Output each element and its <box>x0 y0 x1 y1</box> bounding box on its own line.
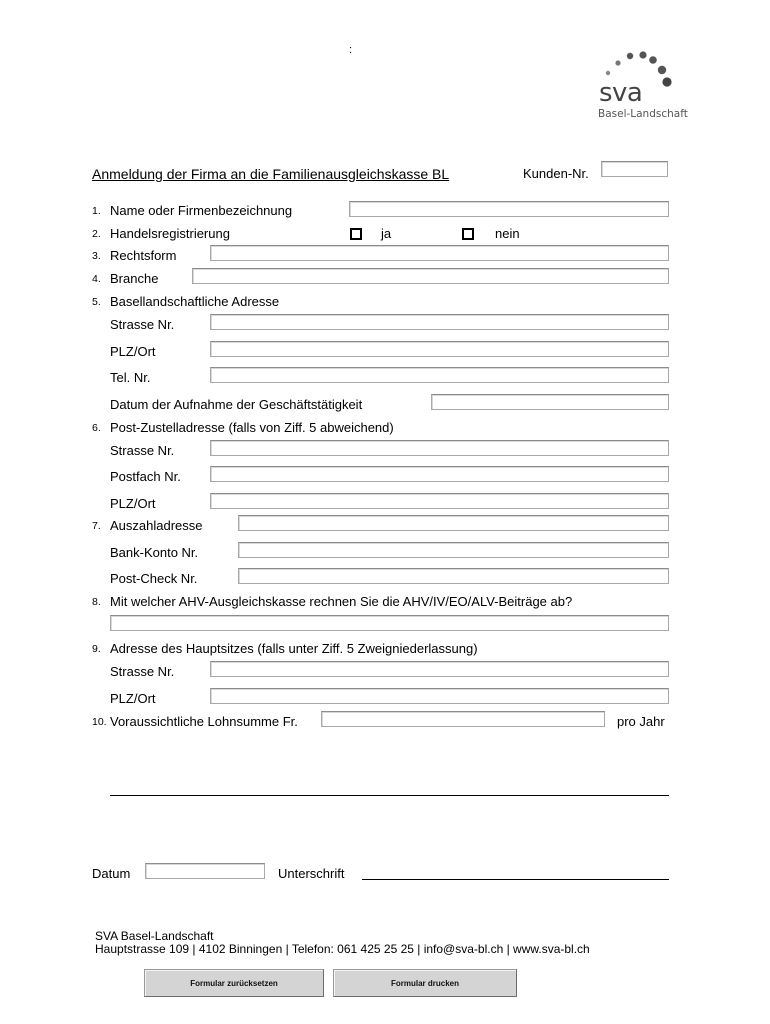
postal-street-input[interactable] <box>210 440 669 456</box>
sub-label: Strasse Nr. <box>110 664 175 679</box>
sub-label: Postfach Nr. <box>110 469 181 484</box>
item-label: Auszahladresse <box>110 518 203 533</box>
compensation-fund-input[interactable] <box>110 615 669 631</box>
item-number: 4. <box>92 273 101 285</box>
item-label: Post-Zustelladresse (falls von Ziff. 5 abweichend) <box>110 420 394 435</box>
customer-no-input[interactable] <box>601 161 668 177</box>
registration-yes-checkbox[interactable] <box>350 228 362 240</box>
item-label: Name oder Firmenbezeichnung <box>110 203 293 218</box>
logo-name: sva <box>599 78 643 108</box>
sub-label: PLZ/Ort <box>110 691 156 706</box>
item-number: 3. <box>92 250 101 262</box>
bank-account-input[interactable] <box>238 542 669 558</box>
form-title: Anmeldung der Firma an die Familienausgleichskasse BL <box>92 166 450 182</box>
sub-label: Datum der Aufnahme der Geschäftstätigkeit <box>110 397 363 412</box>
date-label: Datum <box>92 866 131 881</box>
item-number: 8. <box>92 596 101 608</box>
date-input[interactable] <box>145 863 265 879</box>
item-number: 2. <box>92 228 101 240</box>
sub-label: Strasse Nr. <box>110 443 175 458</box>
item-label: Basellandschaftliche Adresse <box>110 294 280 309</box>
item-label: Branche <box>110 271 159 286</box>
sub-label: Bank-Konto Nr. <box>110 545 199 560</box>
business-start-date-input[interactable] <box>431 394 669 410</box>
item-label: Adresse des Hauptsitzes (falls unter Ziff. 5 Zweigniederlassung) <box>110 641 478 656</box>
item-label: Rechtsform <box>110 248 177 263</box>
hq-street-input[interactable] <box>210 661 669 677</box>
sva-logo <box>592 48 688 123</box>
post-check-input[interactable] <box>238 568 669 584</box>
registration-no-checkbox[interactable] <box>462 228 474 240</box>
hq-zip-city-input[interactable] <box>210 688 669 704</box>
postbox-input[interactable] <box>210 466 669 482</box>
postal-zip-city-input[interactable] <box>210 493 669 509</box>
company-name-input[interactable] <box>349 201 669 217</box>
bl-street-input[interactable] <box>210 314 669 330</box>
per-year-label: pro Jahr <box>617 714 665 729</box>
stray-mark: : <box>349 44 353 56</box>
footer-address: Hauptstrasse 109 | 4102 Binningen | Telefon: 061 425 25 25 | info@sva-bl.ch | www.sva-bl.ch <box>95 942 590 956</box>
sub-label: Post-Check Nr. <box>110 571 198 586</box>
logo-subtitle: Basel-Landschaft <box>598 108 688 120</box>
payout-address-input[interactable] <box>238 515 669 531</box>
item-number: 9. <box>92 643 101 655</box>
reset-form-button[interactable]: Formular zurücksetzen <box>144 969 324 997</box>
footer-org: SVA Basel-Landschaft <box>95 929 214 943</box>
item-number: 10. <box>92 716 107 728</box>
signature-label: Unterschrift <box>278 866 345 881</box>
item-label: Handelsregistrierung <box>110 226 230 241</box>
item-number: 5. <box>92 296 101 308</box>
sub-label: PLZ/Ort <box>110 344 156 359</box>
sub-label: PLZ/Ort <box>110 496 156 511</box>
item-label: Mit welcher AHV-Ausgleichskasse rechnen Sie die AHV/IV/EO/ALV-Beiträge ab? <box>110 594 573 609</box>
registration-no-label: nein <box>495 226 520 241</box>
print-form-button[interactable]: Formular drucken <box>333 969 517 997</box>
bl-phone-input[interactable] <box>210 367 669 383</box>
item-number: 7. <box>92 520 101 532</box>
remarks-line[interactable] <box>110 795 669 796</box>
item-number: 1. <box>92 205 101 217</box>
item-number: 6. <box>92 422 101 434</box>
legal-form-input[interactable] <box>210 245 669 261</box>
sub-label: Tel. Nr. <box>110 370 151 385</box>
salary-total-input[interactable] <box>321 711 605 727</box>
registration-yes-label: ja <box>381 226 392 241</box>
item-label: Voraussichtliche Lohnsumme Fr. <box>110 714 298 729</box>
bl-zip-city-input[interactable] <box>210 341 669 357</box>
signature-line[interactable] <box>362 879 669 880</box>
industry-input[interactable] <box>192 268 669 284</box>
customer-no-label: Kunden-Nr. <box>523 166 589 181</box>
sub-label: Strasse Nr. <box>110 317 175 332</box>
